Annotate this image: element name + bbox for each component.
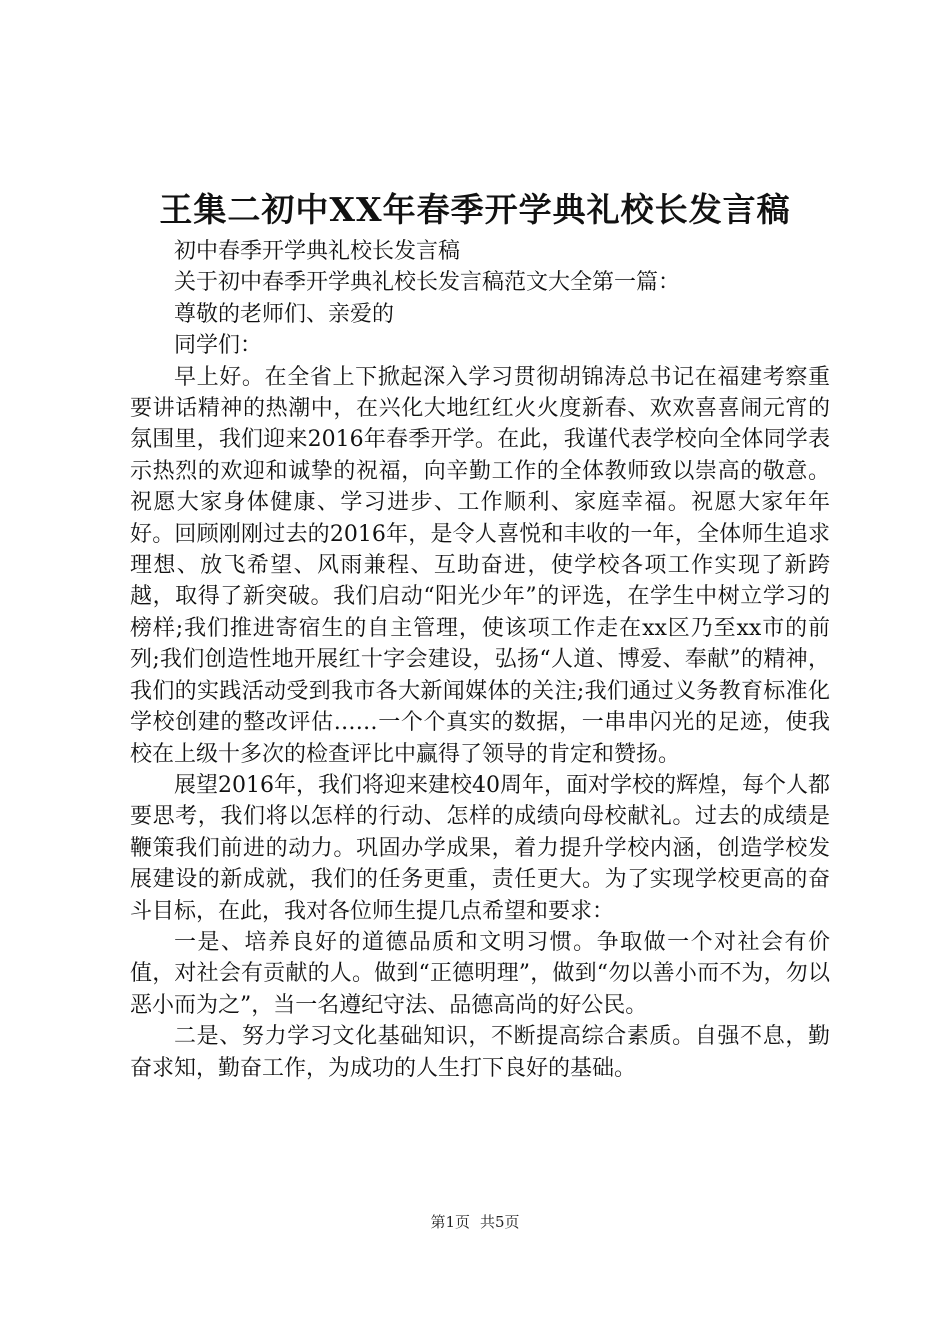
page-total: 共5页 <box>480 1213 520 1231</box>
page-footer <box>0 1212 950 1232</box>
document-body <box>130 236 830 1084</box>
page-number: 第1页 <box>430 1213 470 1231</box>
paragraph-subtitle: 初中春季开学典礼校长发言稿 <box>174 239 461 264</box>
paragraph-point-two: 二是、努力学习文化基础知识，不断提高综合素质。自强不息，勤奋求知，勤奋工作，为成功的人生打下良好的基础。 <box>130 1024 830 1081</box>
paragraph-salutation-1: 尊敬的老师们、亲爱的 <box>174 301 395 327</box>
paragraph-intro: 关于初中春季开学典礼校长发言稿范文大全第一篇： <box>174 270 681 296</box>
paragraph-review: 早上好。在全省上下掀起深入学习贯彻胡锦涛总书记在福建考察重要讲话精神的热潮中，在兴化大地红红火火度新春、欢欢喜喜闹元宵的氛围里，我们迎来2016年春季开学。在此，我谨代表学校向全体同学表示热烈的欢迎和诚挚的祝福，向辛勤工作的全体教师致以崇高的敬意。祝愿大家身体健康、学习进步、工作顺利、家庭幸福。祝愿大家年年好。回顾刚刚过去的2016年，是令人喜悦和丰收的一年，全体师生追求理想、放飞希望、风雨兼程、互助奋进，使学校各项工作实现了新跨越，取得了新突破。我们启动“阳光少年”的评选，在学生中树立学习的榜样;我们推进寄宿生的自主管理，使该项工作走在xx区乃至xx市的前列;我们创造性地开展红十字会建设，弘扬“人道、博爱、奉献”的精神，我们的实践活动受到我市各大新闻媒体的关注;我们通过义务教育标准化学校创建的整改评估……一个个真实的数据，一串串闪光的足迹，使我校在上级十多次的检查评比中赢得了领导的肯定和赞扬。 <box>130 364 830 767</box>
paragraph-point-one: 一是、培养良好的道德品质和文明习惯。争取做一个对社会有价值，对社会有贡献的人。做到“正德明理”，做到“勿以善小而不为，勿以恶小而为之”，当一名遵纪守法、品德高尚的好公民。 <box>130 929 830 1018</box>
paragraph-outlook: 展望2016年，我们将迎来建校40周年，面对学校的辉煌，每个人都要思考，我们将以怎样的行动、怎样的成绩向母校献礼。过去的成绩是鞭策我们前进的动力。巩固办学成果，着力提升学校内涵，创造学校发展建设的新成就，我们的任务更重，责任更大。为了实现学校更高的奋斗目标，在此，我对各位师生提几点希望和要求： <box>130 772 830 924</box>
paragraph-salutation-2: 同学们： <box>174 333 263 359</box>
document-title: 王集二初中XX年春季开学典礼校长发言稿 <box>159 190 791 229</box>
